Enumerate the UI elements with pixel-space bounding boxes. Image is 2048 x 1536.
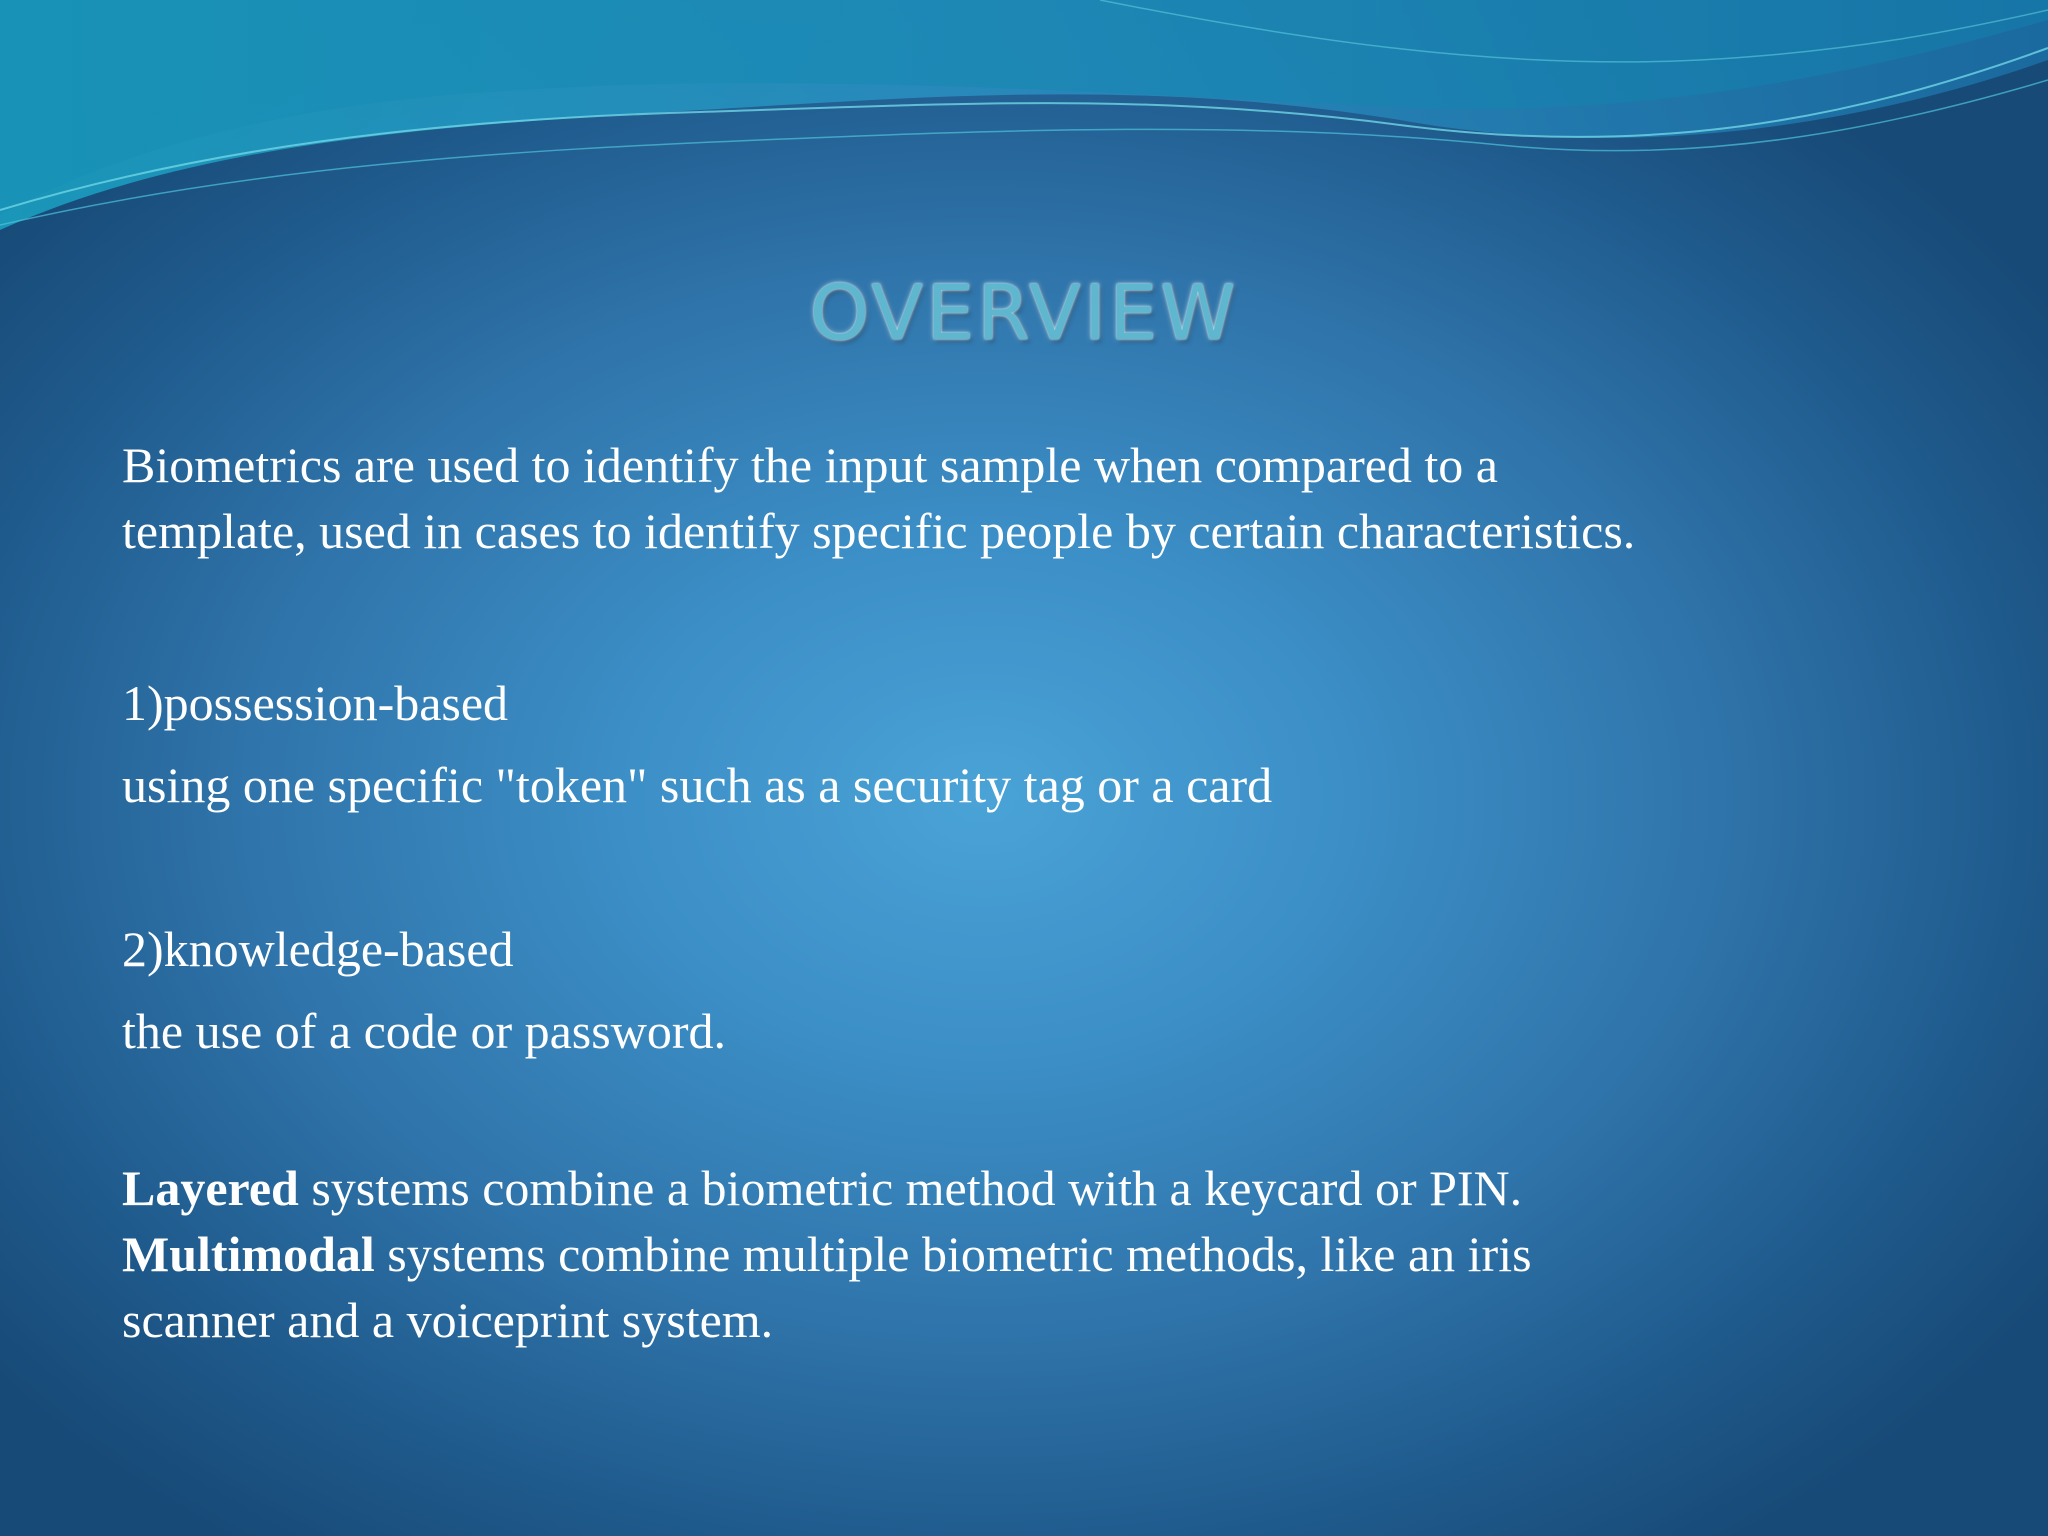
possession-description: using one specific "token" such as a security tag or a card: [122, 757, 1273, 813]
slide-title: OVERVIEW: [809, 268, 1239, 357]
knowledge-heading: 2)knowledge-based: [122, 921, 514, 977]
layered-line: [122, 1155, 1922, 1221]
possession-heading: 1)possession-based: [122, 675, 509, 731]
multimodal-description: systems combine multiple biometric methods, like an iris: [374, 1226, 1532, 1282]
intro-line-2: template, used in cases to identify specific people by certain characteristics.: [122, 503, 1636, 559]
knowledge-based-section: [122, 908, 1922, 1072]
layered-description: systems combine a biometric method with a keycard or PIN.: [298, 1160, 1523, 1216]
possession-based-section: [122, 662, 1922, 826]
multimodal-line: [122, 1221, 1922, 1287]
intro-line-1: Biometrics are used to identify the input sample when compared to a: [122, 437, 1499, 493]
intro-paragraph: [122, 432, 1922, 564]
systems-paragraph: [122, 1155, 1922, 1353]
header-wave-decoration: [0, 0, 2048, 260]
knowledge-description: the use of a code or password.: [122, 1003, 726, 1059]
multimodal-line-2: scanner and a voiceprint system.: [122, 1292, 774, 1348]
multimodal-term: Multimodal: [122, 1226, 375, 1282]
layered-term: Layered: [122, 1160, 299, 1216]
